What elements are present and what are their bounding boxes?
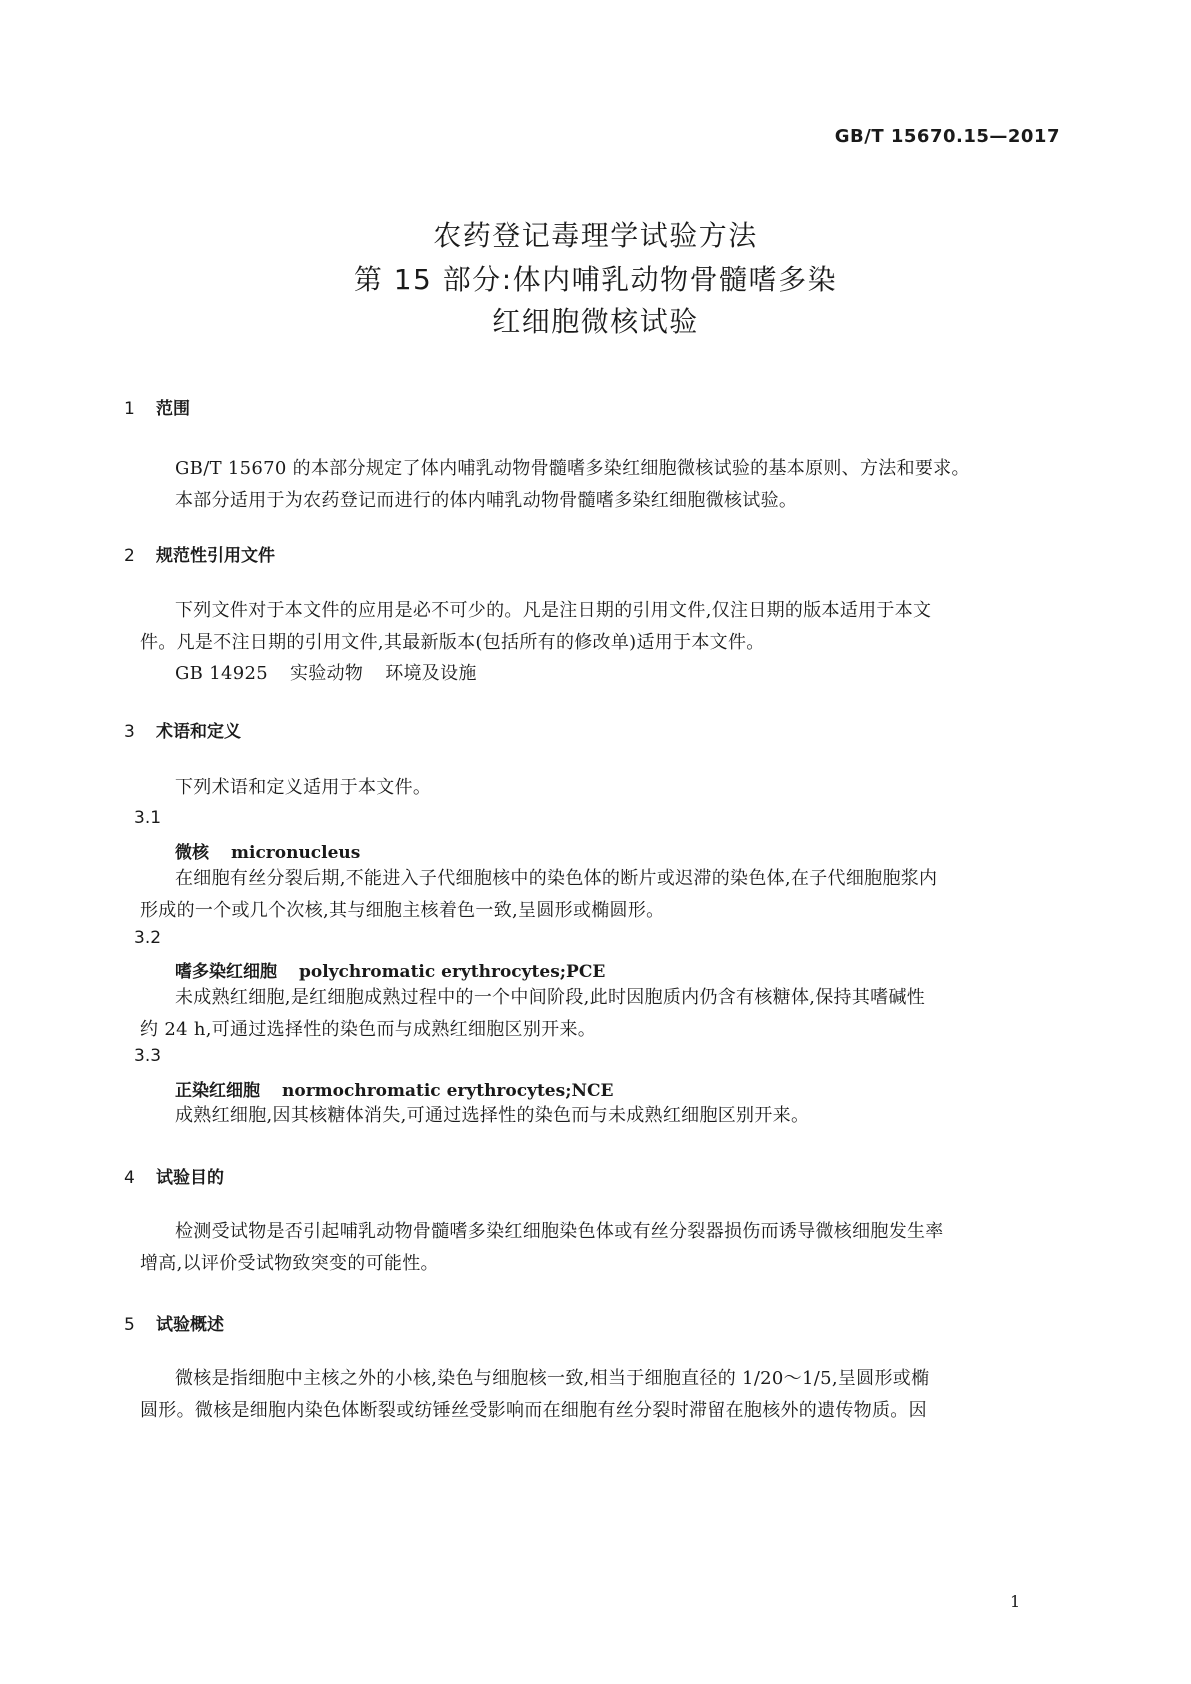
paragraph: 微核是指细胞中主核之外的小核,染色与细胞核一致,相当于细胞直径的 1/20～1/5,呈圆形或椭 — [175, 1368, 930, 1389]
section-title: 试验目的 — [156, 1168, 224, 1188]
title-line-1: 农药登记毒理学试验方法 — [433, 219, 758, 252]
section-title: 范围 — [156, 399, 190, 419]
section-number: 4 — [124, 1168, 135, 1188]
term-en: micronucleus — [231, 843, 361, 863]
term-number: 3.2 — [134, 928, 162, 948]
paragraph: 未成熟红细胞,是红细胞成熟过程中的一个中间阶段,此时因胞质内仍含有核糖体,保持其嗜碱性 — [175, 987, 926, 1008]
paragraph-continuation: 圆形。微核是细胞内染色体断裂或纺锤丝受影响而在细胞有丝分裂时滞留在胞核外的遗传物质。因 — [140, 1399, 927, 1421]
paragraph-continuation: 增高,以评价受试物致突变的可能性。 — [140, 1252, 439, 1274]
section-4-heading — [124, 1163, 224, 1188]
term-en: normochromatic erythrocytes;NCE — [282, 1081, 614, 1101]
reference-title-part: 实验动物 — [290, 663, 364, 684]
title-line-2: 第 15 部分:体内哺乳动物骨髓嗜多染 — [353, 263, 838, 296]
term-zh: 正染红细胞 — [175, 1081, 260, 1101]
section-number: 2 — [124, 546, 135, 566]
normative-reference — [175, 658, 1065, 690]
page-number: 1 — [1010, 1592, 1021, 1611]
term-3-3 — [175, 1076, 614, 1101]
section-1-body — [175, 453, 1065, 516]
paragraph: 检测受试物是否引起哺乳动物骨髓嗜多染红细胞染色体或有丝分裂器损伤而诱导微核细胞发生率 — [175, 1221, 944, 1242]
paragraph: 成熟红细胞,因其核糖体消失,可通过选择性的染色而与未成熟红细胞区别开来。 — [175, 1105, 810, 1126]
section-3-intro: 下列术语和定义适用于本文件。 — [175, 777, 432, 798]
term-3-3-definition — [175, 1100, 1065, 1132]
term-3-2-definition — [140, 982, 1065, 1045]
paragraph-continuation: 件。凡是不注日期的引用文件,其最新版本(包括所有的修改单)适用于本文件。 — [140, 631, 765, 653]
section-5-body — [140, 1363, 1065, 1426]
paragraph-continuation: 形成的一个或几个次核,其与细胞主核着色一致,呈圆形或椭圆形。 — [140, 899, 665, 921]
paragraph: 下列文件对于本文件的应用是必不可少的。凡是注日期的引用文件,仅注日期的版本适用于本文 — [175, 600, 932, 621]
paragraph: 本部分适用于为农药登记而进行的体内哺乳动物骨髓嗜多染红细胞微核试验。 — [175, 489, 798, 511]
term-3-2 — [175, 957, 605, 982]
section-1-heading — [124, 394, 190, 419]
term-en: polychromatic erythrocytes;PCE — [299, 962, 606, 982]
term-3-1-definition — [140, 863, 1065, 926]
term-zh: 嗜多染红细胞 — [175, 962, 277, 982]
term-number: 3.3 — [134, 1046, 162, 1066]
section-5-heading — [124, 1310, 224, 1335]
section-2-heading — [124, 541, 275, 566]
term-zh: 微核 — [175, 843, 209, 863]
section-number: 5 — [124, 1315, 135, 1335]
section-number: 3 — [124, 722, 135, 742]
section-3-heading — [124, 717, 241, 742]
section-title: 规范性引用文件 — [156, 546, 275, 566]
reference-title-part: 环境及设施 — [385, 663, 477, 684]
standard-code: GB/T 15670.15—2017 — [834, 126, 1060, 147]
term-3-1 — [175, 838, 360, 863]
section-number: 1 — [124, 399, 135, 419]
reference-code: GB 14925 — [175, 663, 268, 684]
paragraph-continuation: 约 24 h,可通过选择性的染色而与成熟红细胞区别开来。 — [140, 1018, 597, 1040]
paragraph: GB/T 15670 的本部分规定了体内哺乳动物骨髓嗜多染红细胞微核试验的基本原则、方法和要求。 — [175, 458, 970, 479]
section-title: 术语和定义 — [156, 722, 241, 742]
paragraph: 在细胞有丝分裂后期,不能进入子代细胞核中的染色体的断片或迟滞的染色体,在子代细胞胞浆内 — [175, 868, 938, 889]
section-title: 试验概述 — [156, 1315, 224, 1335]
term-number: 3.1 — [134, 808, 162, 828]
title-line-3: 红细胞微核试验 — [492, 305, 699, 338]
section-4-body — [140, 1216, 1065, 1279]
section-2-body — [140, 595, 1065, 690]
